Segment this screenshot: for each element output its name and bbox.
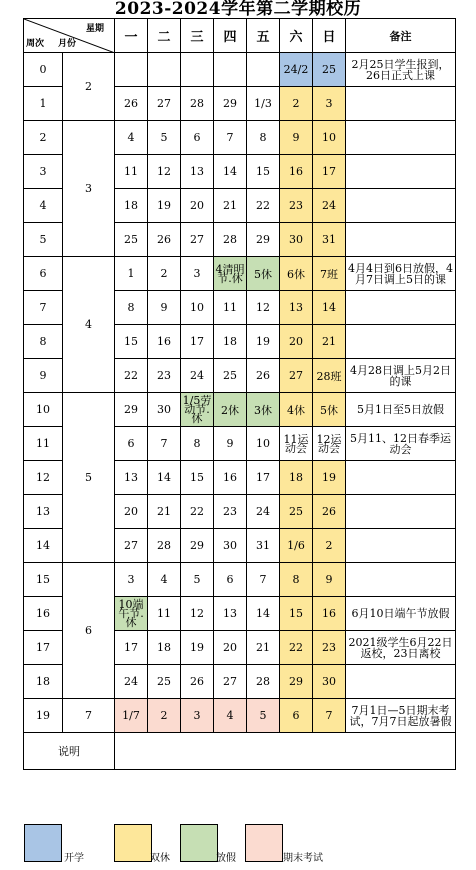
day-cell: 7: [214, 121, 247, 155]
week-number: 5: [24, 223, 63, 257]
day-cell: 17: [115, 631, 148, 665]
week-number: 19: [24, 699, 63, 733]
day-cell: 26: [181, 665, 214, 699]
day-header-thu: 四: [214, 19, 247, 53]
day-cell: 2: [313, 529, 346, 563]
day-cell: 1/5劳动节.休: [181, 393, 214, 427]
day-cell: 3: [115, 563, 148, 597]
day-cell: 21: [247, 631, 280, 665]
note-cell: [346, 189, 456, 223]
month-cell: 6: [63, 563, 115, 699]
legend-label-start: 开学: [64, 853, 84, 864]
note-cell: [346, 529, 456, 563]
day-cell: 13: [115, 461, 148, 495]
day-cell: 5: [247, 699, 280, 733]
day-cell: 4: [115, 121, 148, 155]
day-cell: 19: [148, 189, 181, 223]
day-cell: 28班: [313, 359, 346, 393]
day-cell: 9: [313, 563, 346, 597]
week-number: 2: [24, 121, 63, 155]
day-cell: [181, 53, 214, 87]
day-cell: 13: [214, 597, 247, 631]
legend-label-weekend: 双休: [150, 853, 170, 864]
week-number: 7: [24, 291, 63, 325]
week-number: 8: [24, 325, 63, 359]
month-cell: 7: [63, 699, 115, 733]
day-cell: 19: [247, 325, 280, 359]
note-cell: [346, 495, 456, 529]
day-cell: 12: [148, 155, 181, 189]
day-cell: 9: [148, 291, 181, 325]
day-cell: 15: [181, 461, 214, 495]
day-cell: 23: [148, 359, 181, 393]
day-cell: 25: [313, 53, 346, 87]
week-number: 1: [24, 87, 63, 121]
day-cell: 19: [181, 631, 214, 665]
day-cell: 8: [181, 427, 214, 461]
day-header-wed: 三: [181, 19, 214, 53]
day-cell: 5休: [313, 393, 346, 427]
legend-swatch-weekend: [114, 824, 152, 862]
day-cell: 11: [148, 597, 181, 631]
day-cell: 5: [148, 121, 181, 155]
day-cell: 15: [247, 155, 280, 189]
day-cell: 19: [313, 461, 346, 495]
day-cell: [214, 53, 247, 87]
day-cell: 10: [181, 291, 214, 325]
day-cell: 1: [115, 257, 148, 291]
day-cell: 12运动会: [313, 427, 346, 461]
day-cell: 14: [214, 155, 247, 189]
day-cell: 1/3: [247, 87, 280, 121]
legend-swatch-start: [24, 824, 62, 862]
day-cell: 16: [214, 461, 247, 495]
day-cell: 22: [115, 359, 148, 393]
day-cell: 2: [280, 87, 313, 121]
day-cell: 27: [214, 665, 247, 699]
day-cell: 16: [148, 325, 181, 359]
day-cell: 2: [148, 699, 181, 733]
day-cell: 14: [313, 291, 346, 325]
month-cell: 5: [63, 393, 115, 563]
week-number: 3: [24, 155, 63, 189]
day-cell: 17: [247, 461, 280, 495]
note-cell: [346, 87, 456, 121]
day-cell: 24: [313, 189, 346, 223]
day-cell: 28: [181, 87, 214, 121]
day-cell: 25: [115, 223, 148, 257]
day-cell: 2休: [214, 393, 247, 427]
day-cell: 3: [181, 257, 214, 291]
day-cell: 26: [148, 223, 181, 257]
week-number: 12: [24, 461, 63, 495]
note-cell: 7月1日—5日期末考试，7月7日起放暑假: [346, 699, 456, 733]
day-cell: 29: [214, 87, 247, 121]
day-cell: 16: [280, 155, 313, 189]
day-cell: 22: [247, 189, 280, 223]
day-cell: 28: [148, 529, 181, 563]
day-cell: 13: [181, 155, 214, 189]
day-cell: 29: [280, 665, 313, 699]
day-cell: 30: [313, 665, 346, 699]
day-cell: 14: [148, 461, 181, 495]
week-number: 4: [24, 189, 63, 223]
note-cell: [346, 325, 456, 359]
note-cell: 5月1日至5日放假: [346, 393, 456, 427]
day-header-mon: 一: [115, 19, 148, 53]
explanation-cell: [115, 733, 456, 770]
day-cell: 1/6: [280, 529, 313, 563]
day-cell: 17: [313, 155, 346, 189]
legend-swatch-exam: [245, 824, 283, 862]
day-cell: 24: [247, 495, 280, 529]
corner-weekday-label: 星期: [85, 24, 104, 34]
day-cell: 3: [181, 699, 214, 733]
day-cell: 31: [247, 529, 280, 563]
day-cell: [148, 53, 181, 87]
week-number: 10: [24, 393, 63, 427]
week-number: 14: [24, 529, 63, 563]
day-header-sun: 日: [313, 19, 346, 53]
note-cell: 4月28日调上5月2日的课: [346, 359, 456, 393]
note-cell: [346, 665, 456, 699]
day-header-tue: 二: [148, 19, 181, 53]
day-cell: 20: [181, 189, 214, 223]
day-cell: 3休: [247, 393, 280, 427]
day-cell: 7班: [313, 257, 346, 291]
day-cell: 8: [280, 563, 313, 597]
day-cell: 1/7: [115, 699, 148, 733]
week-number: 15: [24, 563, 63, 597]
day-cell: 11运动会: [280, 427, 313, 461]
month-cell: 2: [63, 53, 115, 121]
day-cell: 8: [247, 121, 280, 155]
note-cell: 2月25日学生报到，26日正式上课: [346, 53, 456, 87]
note-cell: 2021级学生6月22日返校，23日离校: [346, 631, 456, 665]
note-cell: [346, 223, 456, 257]
day-cell: 10: [313, 121, 346, 155]
day-cell: 6休: [280, 257, 313, 291]
day-cell: 26: [247, 359, 280, 393]
day-cell: 12: [247, 291, 280, 325]
day-cell: 18: [148, 631, 181, 665]
day-cell: 24/2: [280, 53, 313, 87]
calendar-table: [23, 18, 456, 770]
day-cell: 2: [148, 257, 181, 291]
calendar-title: 2023-2024学年第二学期校历: [114, 0, 362, 19]
note-cell: [346, 563, 456, 597]
day-cell: 10端午节.休: [115, 597, 148, 631]
week-number: 0: [24, 53, 63, 87]
day-cell: 24: [181, 359, 214, 393]
legend: [0, 824, 476, 862]
day-cell: 4: [148, 563, 181, 597]
day-cell: 9: [214, 427, 247, 461]
day-cell: 11: [115, 155, 148, 189]
day-cell: 29: [247, 223, 280, 257]
day-cell: 21: [313, 325, 346, 359]
corner-month-label: 月份: [58, 39, 77, 49]
day-cell: 6: [280, 699, 313, 733]
day-cell: 15: [280, 597, 313, 631]
day-cell: 4休: [280, 393, 313, 427]
explanation-label: 说明: [24, 733, 115, 770]
week-number: 9: [24, 359, 63, 393]
day-cell: 27: [115, 529, 148, 563]
day-cell: 15: [115, 325, 148, 359]
day-cell: 6: [214, 563, 247, 597]
day-header-sat: 六: [280, 19, 313, 53]
day-cell: 21: [148, 495, 181, 529]
day-cell: [115, 53, 148, 87]
day-cell: 24: [115, 665, 148, 699]
corner-header: [24, 19, 115, 53]
day-cell: 20: [115, 495, 148, 529]
day-cell: 30: [214, 529, 247, 563]
day-cell: 18: [214, 325, 247, 359]
day-cell: 9: [280, 121, 313, 155]
day-cell: 22: [181, 495, 214, 529]
day-cell: 4: [214, 699, 247, 733]
day-cell: 6: [181, 121, 214, 155]
day-cell: 7: [247, 563, 280, 597]
day-cell: 28: [214, 223, 247, 257]
note-cell: [346, 291, 456, 325]
day-cell: 16: [313, 597, 346, 631]
day-cell: 14: [247, 597, 280, 631]
day-cell: 12: [181, 597, 214, 631]
day-cell: 20: [280, 325, 313, 359]
day-cell: 20: [214, 631, 247, 665]
day-cell: 30: [148, 393, 181, 427]
day-cell: 8: [115, 291, 148, 325]
day-cell: 6: [115, 427, 148, 461]
week-number: 6: [24, 257, 63, 291]
week-number: 18: [24, 665, 63, 699]
note-header: 备注: [346, 19, 456, 53]
day-cell: 27: [280, 359, 313, 393]
legend-label-holiday: 放假: [216, 853, 236, 864]
day-cell: [247, 53, 280, 87]
month-cell: 3: [63, 121, 115, 257]
day-cell: 7: [313, 699, 346, 733]
week-number: 11: [24, 427, 63, 461]
day-cell: 31: [313, 223, 346, 257]
day-cell: 22: [280, 631, 313, 665]
day-cell: 23: [313, 631, 346, 665]
note-cell: [346, 121, 456, 155]
note-cell: 6月10日端午节放假: [346, 597, 456, 631]
day-header-fri: 五: [247, 19, 280, 53]
note-cell: [346, 461, 456, 495]
week-number: 13: [24, 495, 63, 529]
day-cell: 29: [115, 393, 148, 427]
day-cell: 27: [148, 87, 181, 121]
day-cell: 27: [181, 223, 214, 257]
day-cell: 18: [280, 461, 313, 495]
month-cell: 4: [63, 257, 115, 393]
day-cell: 5: [181, 563, 214, 597]
day-cell: 28: [247, 665, 280, 699]
day-cell: 26: [313, 495, 346, 529]
day-cell: 4清明节.休: [214, 257, 247, 291]
day-cell: 7: [148, 427, 181, 461]
day-cell: 21: [214, 189, 247, 223]
day-cell: 13: [280, 291, 313, 325]
day-cell: 25: [214, 359, 247, 393]
day-cell: 18: [115, 189, 148, 223]
week-number: 17: [24, 631, 63, 665]
day-cell: 10: [247, 427, 280, 461]
day-cell: 5休: [247, 257, 280, 291]
note-cell: 4月4日到6日放假，4月7日调上5日的课: [346, 257, 456, 291]
note-cell: 5月11、12日春季运动会: [346, 427, 456, 461]
day-cell: 23: [214, 495, 247, 529]
day-cell: 25: [148, 665, 181, 699]
day-cell: 11: [214, 291, 247, 325]
legend-label-exam: 期末考试: [283, 853, 323, 864]
legend-swatch-holiday: [180, 824, 218, 862]
day-cell: 25: [280, 495, 313, 529]
day-cell: 3: [313, 87, 346, 121]
corner-week-label: 周次: [26, 39, 45, 49]
day-cell: 17: [181, 325, 214, 359]
day-cell: 26: [115, 87, 148, 121]
day-cell: 23: [280, 189, 313, 223]
day-cell: 30: [280, 223, 313, 257]
day-cell: 29: [181, 529, 214, 563]
week-number: 16: [24, 597, 63, 631]
note-cell: [346, 155, 456, 189]
